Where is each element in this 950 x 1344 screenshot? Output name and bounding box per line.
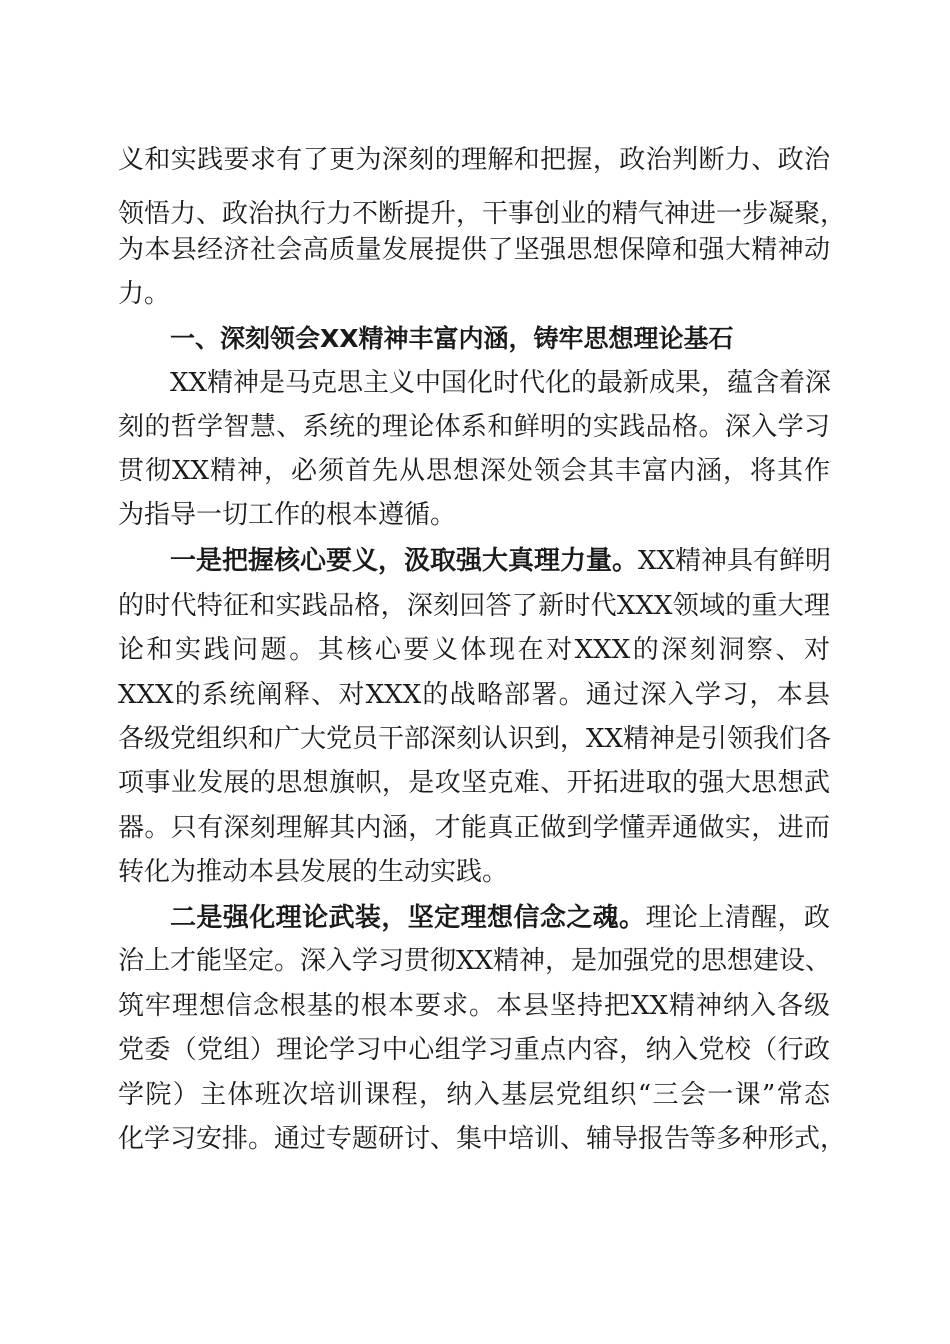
intro-line-1: 义和实践要求有了更为深刻的理解和把握，政治判断力、政治 <box>118 145 830 175</box>
para2-line-3: 论和实践问题。其核心要义体现在对XXX的深刻洞察、对 <box>118 635 830 665</box>
intro-line-2: 领悟力、政治执行力不断提升，干事创业的精气神进一步凝聚， <box>118 199 847 229</box>
para1-line-1: XX精神是马克思主义中国化时代化的最新成果，蕴含着深 <box>170 368 832 398</box>
para2-line-7: 器。只有深刻理解其内涵，才能真正做到学懂弄通做实，进而 <box>118 813 830 843</box>
para3-line-3: 筑牢理想信念根基的根本要求。本县坚持把XX精神纳入各级 <box>118 991 830 1021</box>
para2-line-6: 项事业发展的思想旗帜，是攻坚克难、开拓进取的强大思想武 <box>118 768 830 798</box>
para3-line-6: 化学习安排。通过专题研讨、集中培训、辅导报告等多种形式， <box>118 1124 847 1154</box>
para3-line-5: 学院）主体班次培训课程，纳入基层党组织“三会一课”常态 <box>118 1080 830 1110</box>
para3-lead: 二是强化理论武装，坚定理想信念之魂。 <box>170 903 646 933</box>
para1-line-2: 刻的哲学智慧、系统的理论体系和鲜明的实践品格。深入学习 <box>118 412 830 442</box>
para2-line-2: 的时代特征和实践品格，深刻回答了新时代XXX领域的重大理 <box>118 591 830 621</box>
section-heading: 一、深刻领会XX精神丰富内涵，铸牢思想理论基石 <box>170 324 734 353</box>
intro-line-3: 为本县经济社会高质量发展提供了坚强思想保障和强大精神动 <box>118 235 830 265</box>
para1-line-3: 贯彻XX精神，必须首先从思想深处领会其丰富内涵，将其作 <box>118 456 830 486</box>
para3-first-rest: 理论上清醒，政 <box>645 903 830 933</box>
para2-line-1 <box>170 541 830 581</box>
para2-line-8: 转化为推动本县发展的生动实践。 <box>118 857 509 887</box>
para3-line-4: 党委（党组）理论学习中心组学习重点内容，纳入党校（行政 <box>118 1035 830 1065</box>
para3-line-2: 治上才能坚定。深入学习贯彻XX精神，是加强党的思想建设、 <box>118 946 832 976</box>
para3-line-1 <box>170 898 830 938</box>
para2-lead: 一是把握核心要义，汲取强大真理力量。 <box>170 546 639 576</box>
para2-line-5: 各级党组织和广大党员干部深刻认识到，XX精神是引领我们各 <box>118 724 832 754</box>
para2-line-4: XXX的系统阐释、对XXX的战略部署。通过深入学习，本县 <box>118 680 830 710</box>
para2-first-rest: XX精神具有鲜明 <box>638 546 832 576</box>
para1-line-4: 为指导一切工作的根本遵循。 <box>118 500 457 530</box>
intro-line-4: 力。 <box>118 279 171 309</box>
